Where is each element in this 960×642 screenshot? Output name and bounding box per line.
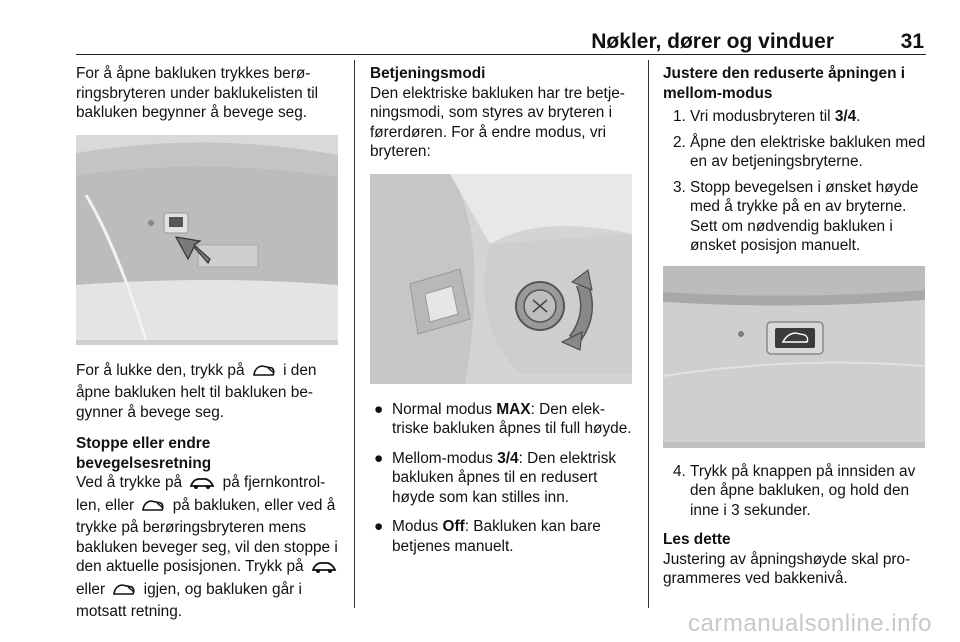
figure-tailgate-touch-switch bbox=[76, 135, 338, 345]
modes-text: Den elektriske bakluken har tre betje-ningsmodi, som styres av bryteren i førerdøren. For å endre modus, vri bryteren: bbox=[370, 84, 625, 160]
heading-operating-modes: Betjeningsmodi bbox=[370, 65, 486, 82]
steps-list bbox=[663, 107, 929, 256]
column-divider-2 bbox=[648, 60, 649, 608]
step-number: 1. bbox=[673, 108, 686, 125]
step-number: 4. bbox=[673, 462, 686, 480]
step-4-text: Trykk på knappen på innsiden av den åpne bakluken, og hold den inne i 3 sekunder. bbox=[690, 462, 916, 519]
modes-list bbox=[370, 400, 634, 557]
stop-text-e: igjen, og bakluken går i motsatt retning. bbox=[76, 580, 302, 620]
mode-off-label: Modus bbox=[392, 518, 439, 535]
step-1-text: Vri modusbryteren til bbox=[690, 108, 831, 125]
step-2-text: Åpne den elektriske bakluken med en av betjeningsbryterne. bbox=[690, 133, 926, 170]
car-remote-icon bbox=[189, 476, 215, 496]
step-1-mode: 3/4 bbox=[834, 108, 857, 125]
page-header bbox=[76, 24, 926, 53]
column-1 bbox=[76, 64, 344, 634]
stop-text-b: på fjernkontrol-len, eller bbox=[76, 474, 326, 514]
figure-door-mode-switch bbox=[370, 174, 632, 384]
step-number: 2. bbox=[673, 133, 686, 151]
steps-list-cont bbox=[663, 462, 929, 521]
mode-mid-desc: : Den elektrisk bakluken åpnes til en redusert høyde som kan stilles inn. bbox=[392, 449, 617, 506]
mode-off-desc: : Bakluken kan bare betjenes manuelt. bbox=[392, 518, 601, 555]
mode-mid-label: Mellom-modus bbox=[392, 449, 493, 467]
tailgate-icon bbox=[141, 499, 165, 519]
tailgate-icon bbox=[112, 583, 136, 603]
step-3-text: Stopp bevegelsen i ønsket høyde med å trykke på en av bryterne. Sett om nødvendig bakluken i ønsket posisjon manuelt. bbox=[690, 178, 919, 254]
list-item-three-quarter bbox=[370, 449, 634, 508]
watermark: carmanualsonline.info bbox=[688, 610, 932, 637]
mode-max-label: Normal modus bbox=[392, 400, 493, 418]
paragraph-open-touch: For å åpne bakluken trykkes berø-ringsbryteren under baklukelisten til bakluken begynner å bevege seg. bbox=[76, 65, 319, 121]
column-divider-1 bbox=[354, 60, 355, 608]
header-rule bbox=[76, 54, 926, 55]
paragraph-modes bbox=[370, 64, 634, 162]
step-2 bbox=[663, 133, 929, 172]
step-number: 3. bbox=[673, 178, 686, 196]
note-heading: Les dette bbox=[663, 531, 731, 548]
column-3 bbox=[663, 64, 929, 601]
list-item-off bbox=[370, 517, 634, 556]
step-1-end: . bbox=[856, 108, 861, 125]
paragraph-close bbox=[76, 361, 344, 423]
bullet: ● bbox=[374, 400, 384, 418]
bullet: ● bbox=[374, 449, 384, 467]
tailgate-icon bbox=[252, 364, 276, 384]
stop-text-c: på bakluken, eller ved å trykke på berøringsbryteren mens bakluken beveger seg, vil den stoppe i den aktuelle posisjonen. Trykk på bbox=[76, 496, 338, 575]
column-2 bbox=[370, 64, 634, 566]
stop-text-d: eller bbox=[76, 580, 106, 598]
stop-text-a: Ved å trykke på bbox=[76, 474, 183, 491]
mode-max: MAX bbox=[496, 400, 531, 418]
mode-mid: 3/4 bbox=[497, 449, 519, 467]
close-text-b: i den åpne bakluken helt til bakluken be-gynner å bevege seg. bbox=[76, 361, 317, 421]
step-4 bbox=[663, 462, 929, 521]
note-text: Justering av åpningshøyde skal pro-grammeres ved bakkenivå. bbox=[663, 550, 911, 587]
note bbox=[663, 530, 929, 589]
bullet: ● bbox=[374, 518, 384, 535]
paragraph-stop bbox=[76, 434, 344, 622]
car-remote-icon bbox=[311, 560, 337, 580]
heading-adjust-opening: Justere den reduserte åpningen i mellom-modus bbox=[663, 65, 906, 102]
page-title: Nøkler, dører og vinduer bbox=[591, 30, 834, 53]
mode-off: Off bbox=[442, 518, 465, 535]
list-item-max bbox=[370, 400, 634, 439]
step-1 bbox=[663, 107, 929, 127]
figure-tailgate-inner-button bbox=[663, 266, 925, 448]
step-3 bbox=[663, 178, 929, 256]
close-text-a: For å lukke den, trykk på bbox=[76, 361, 245, 379]
heading-stop-direction: Stoppe eller endre bevegelsesretning bbox=[76, 435, 212, 472]
mode-max-desc: : Den elek-triske bakluken åpnes til full høyde. bbox=[392, 400, 632, 437]
page-number: 31 bbox=[900, 30, 924, 53]
